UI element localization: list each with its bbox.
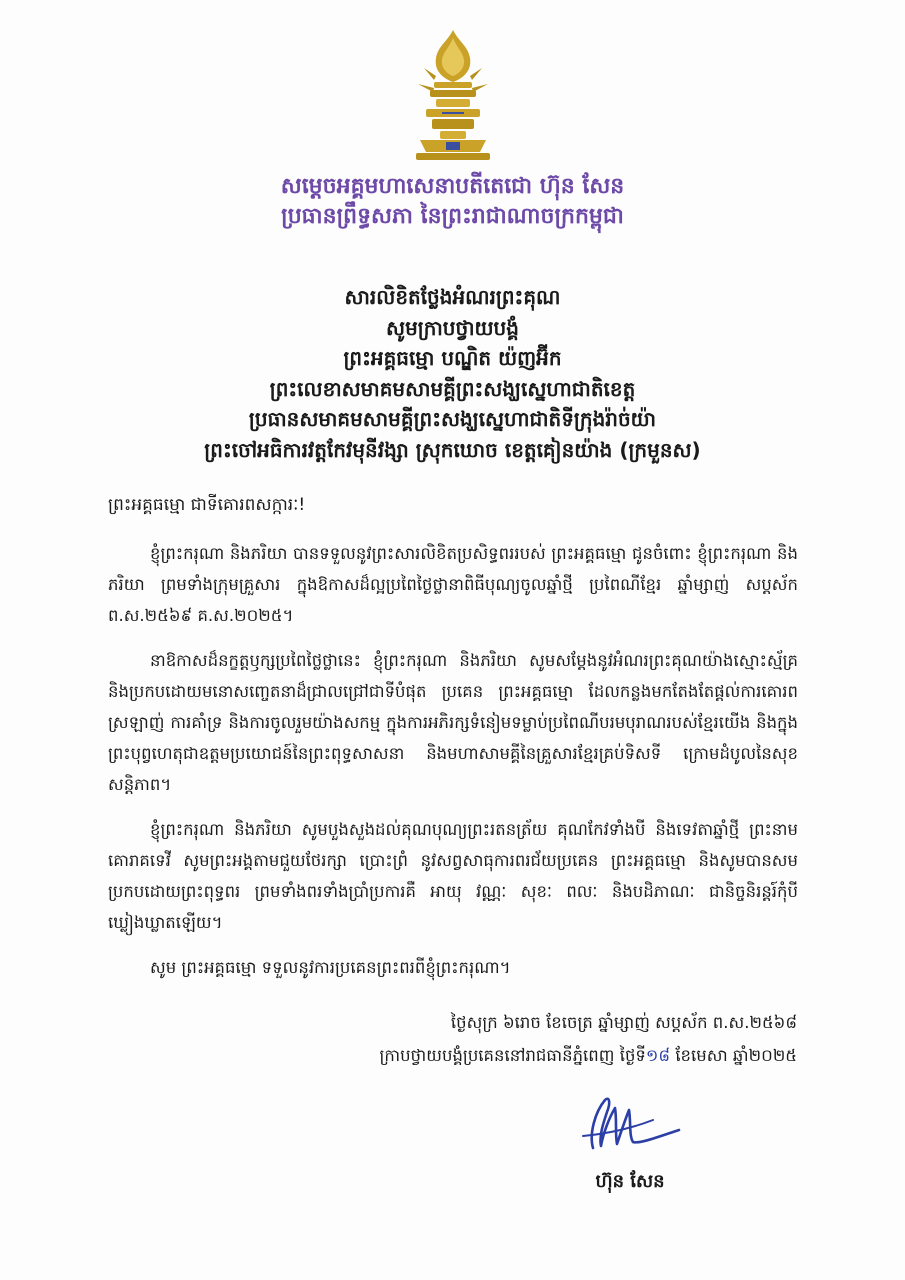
subject-line: ព្រះអគ្គធម្មោ បណ្ឌិត យ៉ញអ៊ីក <box>343 346 562 370</box>
subject-line: សូមក្រាបថ្វាយបង្គំ <box>386 315 519 340</box>
handwritten-signature <box>575 1090 685 1156</box>
solar-date <box>379 1039 797 1072</box>
subject-block <box>60 282 845 465</box>
signer-name: ហ៊ុន សែន <box>595 1171 665 1192</box>
subject-line: ប្រធានសមាគមសាមគ្គីព្រះសង្ឃស្នេហាជាតិទីក្រុងរ៉ាច់យ៉ា <box>248 407 657 431</box>
letter-body <box>108 538 798 997</box>
solar-date-suffix: ខែមេសា ឆ្នាំ២០២៥ <box>670 1046 797 1065</box>
body-paragraph: នាឱកាសដ៏នក្ខត្តឫក្សប្រពៃថ្លៃថ្លានេះ ខ្ញុំព្រះករុណា និងភរិយា សូមសម្តែងនូវអំណរព្រះគុណយ៉ាងស្មោះស្ម័គ្រ និងប្រកបដោយមនោសញ្ចេតនាដ៏ជ្រាលជ្រៅជាទីបំផុត ប្រគេន ព្រះអគ្គធម្មោ ដែលកន្លងមកតែងតែផ្តល់ការគោរពស្រឡាញ់ ការគាំទ្រ និងការចូលរួមយ៉ាងសកម្ម ក្នុងការអភិរក្សទំនៀមទម្លាប់ប្រពៃណីបរមបុរាណរបស់ខ្មែរយើង និងក្នុងព្រះបុព្វហេតុជាឧត្តមប្រយោជន៍នៃព្រះពុទ្ធសាសនា និងមហាសាមគ្គីនៃគ្រួសារខ្មែរគ្រប់ទិសទី ក្រោមដំបូលនៃសុខសន្តិភាព។ <box>108 651 798 794</box>
subject-line: ព្រះលេខាសមាគមសាមគ្គីព្រះសង្ឃស្នេហាជាតិខេត្ត <box>269 376 636 401</box>
salutation: ព្រះអគ្គធម្មោ ជាទីគោរពសក្ការៈ! <box>108 495 306 515</box>
solar-date-prefix: ក្រាបថ្វាយបង្គំប្រគេននៅរាជធានីភ្នំពេញ ថ្ងៃទី <box>379 1046 646 1065</box>
senate-emblem-icon <box>412 28 494 164</box>
solar-date-day: ១៨ <box>645 1046 671 1065</box>
body-paragraph: ខ្ញុំព្រះករុណា និងភរិយា បានទទួលនូវព្រះសារលិខិតប្រសិទ្ធពររបស់ ព្រះអគ្គធម្មោ ជូនចំពោះ ខ្ញុំព្រះករុណា និងភរិយា ព្រមទាំងក្រុមគ្រួសារ ក្នុងឱកាសដ៏ល្អប្រពៃថ្ងៃថ្លានាពិធីបុណ្យចូលឆ្នាំថ្មី ប្រពៃណីខ្មែរ ឆ្នាំម្សាញ់ សប្តស័ក ព.ស.២៥៦៩ គ.ស.២០២៥។ <box>108 544 798 625</box>
sender-title: ប្រធានព្រឹទ្ធសភា នៃព្រះរាជាណាចក្រកម្ពុជា <box>281 204 624 229</box>
dateline <box>379 1006 797 1072</box>
body-paragraph: ខ្ញុំព្រះករុណា និងភរិយា សូមបួងសួងដល់គុណបុណ្យព្រះរតនត្រ័យ គុណកែវទាំងបី និងទេវតាឆ្នាំថ្មី ព្រះនាម គោរាគទេវី សូមព្រះអង្គតាមជួយថែរក្សា ប្រោះព្រំ នូវសព្វសាធុការពរជ័យប្រគេន ព្រះអគ្គធម្មោ និងសូមបានសមប្រកបដោយព្រះពុទ្ធពរ ព្រមទាំងពរទាំងប្រាំប្រការគឺ អាយុ វណ្ណៈ សុខៈ ពលៈ និងបដិភាណៈ ជានិច្ចនិរន្តរ៍កុំបីឃ្លៀងឃ្លាតឡើយ។ <box>108 820 798 932</box>
sender-name: សម្តេចអគ្គមហាសេនាបតីតេជោ ហ៊ុន សែន <box>280 174 625 199</box>
subject-line: សារលិខិតថ្លែងអំណរព្រះគុណ <box>344 285 561 309</box>
body-paragraph: សូម ព្រះអគ្គធម្មោ ទទួលនូវការប្រគេនព្រះពរពីខ្ញុំព្រះករុណា។ <box>150 958 511 977</box>
lunar-date: ថ្ងៃសុក្រ ៦រោច ខែចេត្រ ឆ្នាំម្សាញ់ សប្តស័ក ព.ស.២៥៦៨ <box>450 1013 797 1032</box>
subject-line: ព្រះចៅអធិការវត្តកែវមុនីវង្សា ស្រុកឃោច ខេត្តគៀនយ៉ាង (ក្រមួនស) <box>204 437 701 462</box>
